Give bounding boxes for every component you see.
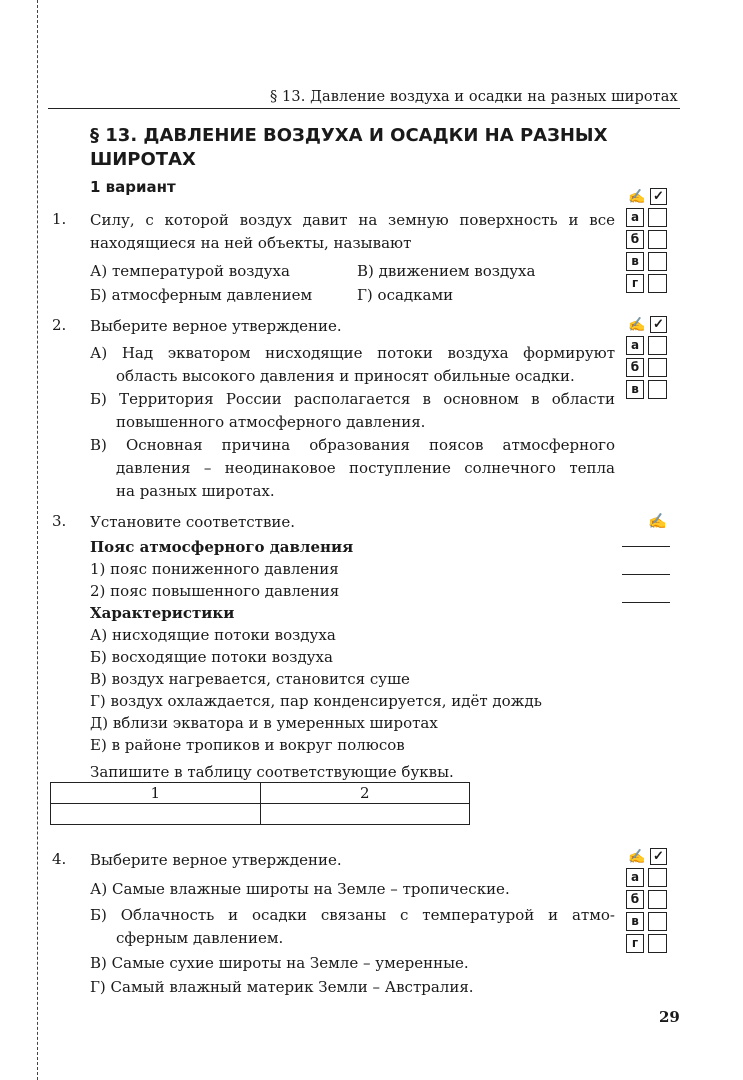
answer-letter-b: б xyxy=(626,358,644,377)
checkbox-icon: ✓ xyxy=(650,188,667,205)
answer-letter-v: в xyxy=(626,252,644,271)
belt-item-1: 1) пояс пониженного давления xyxy=(90,560,339,578)
question-1-text-line-1: Силу, с которой воздух давит на земную поверхность и все xyxy=(90,211,615,229)
question-4-statement-a: А) Самые влажные широты на Земле – тропические. xyxy=(90,880,510,898)
answer-line-2[interactable] xyxy=(622,574,670,575)
answer-grid-q4 xyxy=(626,848,670,954)
question-4-statement-c: В) Самые сухие широты на Земле – умеренные. xyxy=(90,954,469,972)
question-1-option-v: В) движением воздуха xyxy=(357,262,536,280)
answer-table-header-1: 1 xyxy=(51,783,261,804)
pen-icon: ✍ xyxy=(628,189,646,205)
pen-icon: ✍ xyxy=(628,317,646,333)
answer-box-a[interactable] xyxy=(648,868,667,887)
question-2-number: 2. xyxy=(52,316,67,334)
question-2-statement-b-line-1: Б) Территория России располагается в основном в области xyxy=(90,390,615,408)
variant-label: 1 вариант xyxy=(90,178,176,196)
question-4-number: 4. xyxy=(52,850,67,868)
question-1-option-b: Б) атмосферным давлением xyxy=(90,286,313,304)
answer-table-cell-1[interactable] xyxy=(51,804,261,825)
section-title-line-1: § 13. ДАВЛЕНИЕ ВОЗДУХА И ОСАДКИ НА РАЗНЫХ xyxy=(90,125,608,146)
header-rule xyxy=(48,108,680,109)
question-2-statement-c-line-3: на разных широтах. xyxy=(116,482,275,500)
answer-box-v[interactable] xyxy=(648,380,667,399)
question-2-statement-c-line-1: В) Основная причина образования поясов атмосферного xyxy=(90,436,615,454)
answer-box-a[interactable] xyxy=(648,336,667,355)
answer-line-3[interactable] xyxy=(622,602,670,603)
section-title xyxy=(90,124,610,172)
question-2-statement-a-line-2: область высокого давления и приносят обильные осадки. xyxy=(116,367,575,385)
answer-box-g[interactable] xyxy=(648,934,667,953)
answer-letter-b: б xyxy=(626,890,644,909)
question-3-number: 3. xyxy=(52,512,67,530)
question-1-option-g: Г) осадками xyxy=(357,286,454,304)
checkbox-icon: ✓ xyxy=(650,848,667,865)
checkbox-icon: ✓ xyxy=(650,316,667,333)
pen-icon: ✍ xyxy=(628,849,646,865)
page-number: 29 xyxy=(659,1008,680,1026)
characteristic-b: Б) восходящие потоки воздуха xyxy=(90,648,333,666)
question-2-statement-a-line-1: А) Над экватором нисходящие потоки воздуха формируют xyxy=(90,344,615,362)
answer-box-v[interactable] xyxy=(648,912,667,931)
answer-table-header-2: 2 xyxy=(260,783,470,804)
question-1-text-line-2: находящиеся на ней объекты, называют xyxy=(90,234,412,252)
answer-letter-g: г xyxy=(626,274,644,293)
answer-line-1[interactable] xyxy=(622,546,670,547)
answer-table-cell-2[interactable] xyxy=(260,804,470,825)
answer-grid-q2 xyxy=(626,316,670,400)
characteristic-v: В) воздух нагревается, становится суше xyxy=(90,670,410,688)
question-4-statement-d: Г) Самый влажный материк Земли – Австралия. xyxy=(90,978,474,996)
question-2-text: Выберите верное утверждение. xyxy=(90,317,342,335)
answer-box-b[interactable] xyxy=(648,230,667,249)
answer-letter-a: а xyxy=(626,868,644,887)
pen-icon: ✍ xyxy=(648,512,667,530)
question-4-text: Выберите верное утверждение. xyxy=(90,851,342,869)
answer-letter-v: в xyxy=(626,380,644,399)
question-2-statement-c-line-2: давления – неодинаковое поступление солнечного тепла xyxy=(116,459,615,477)
characteristic-g: Г) воздух охлаждается, пар конденсируется, идёт дождь xyxy=(90,692,542,710)
answer-box-a[interactable] xyxy=(648,208,667,227)
answer-letter-b: б xyxy=(626,230,644,249)
answer-table xyxy=(50,782,470,825)
answer-letter-a: а xyxy=(626,208,644,227)
answer-box-b[interactable] xyxy=(648,890,667,909)
characteristic-a: А) нисходящие потоки воздуха xyxy=(90,626,336,644)
answer-box-v[interactable] xyxy=(648,252,667,271)
belt-header: Пояс атмосферного давления xyxy=(90,538,354,556)
question-4-statement-b-line-2: сферным давлением. xyxy=(116,929,284,947)
running-head: § 13. Давление воздуха и осадки на разных широтах xyxy=(270,89,678,105)
cut-line xyxy=(37,0,38,1080)
question-1-option-a: А) температурой воздуха xyxy=(90,262,290,280)
question-3-text: Установите соответствие. xyxy=(90,513,296,531)
answer-grid-q1 xyxy=(626,188,670,294)
question-1-number: 1. xyxy=(52,210,67,228)
question-4-statement-b-line-1: Б) Облачность и осадки связаны с температурой и атмо- xyxy=(90,906,615,924)
answer-letter-a: а xyxy=(626,336,644,355)
answer-letter-v: в xyxy=(626,912,644,931)
characteristics-header: Характеристики xyxy=(90,604,235,622)
characteristic-d: Д) вблизи экватора и в умеренных широтах xyxy=(90,714,438,732)
answer-box-b[interactable] xyxy=(648,358,667,377)
answer-letter-g: г xyxy=(626,934,644,953)
belt-item-2: 2) пояс повышенного давления xyxy=(90,582,340,600)
question-2-statement-b-line-2: повышенного атмосферного давления. xyxy=(116,413,426,431)
section-title-line-2: ШИРОТАХ xyxy=(90,149,196,170)
table-prompt: Запишите в таблицу соответствующие буквы. xyxy=(90,763,454,781)
answer-box-g[interactable] xyxy=(648,274,667,293)
characteristic-e: Е) в районе тропиков и вокруг полюсов xyxy=(90,736,405,754)
